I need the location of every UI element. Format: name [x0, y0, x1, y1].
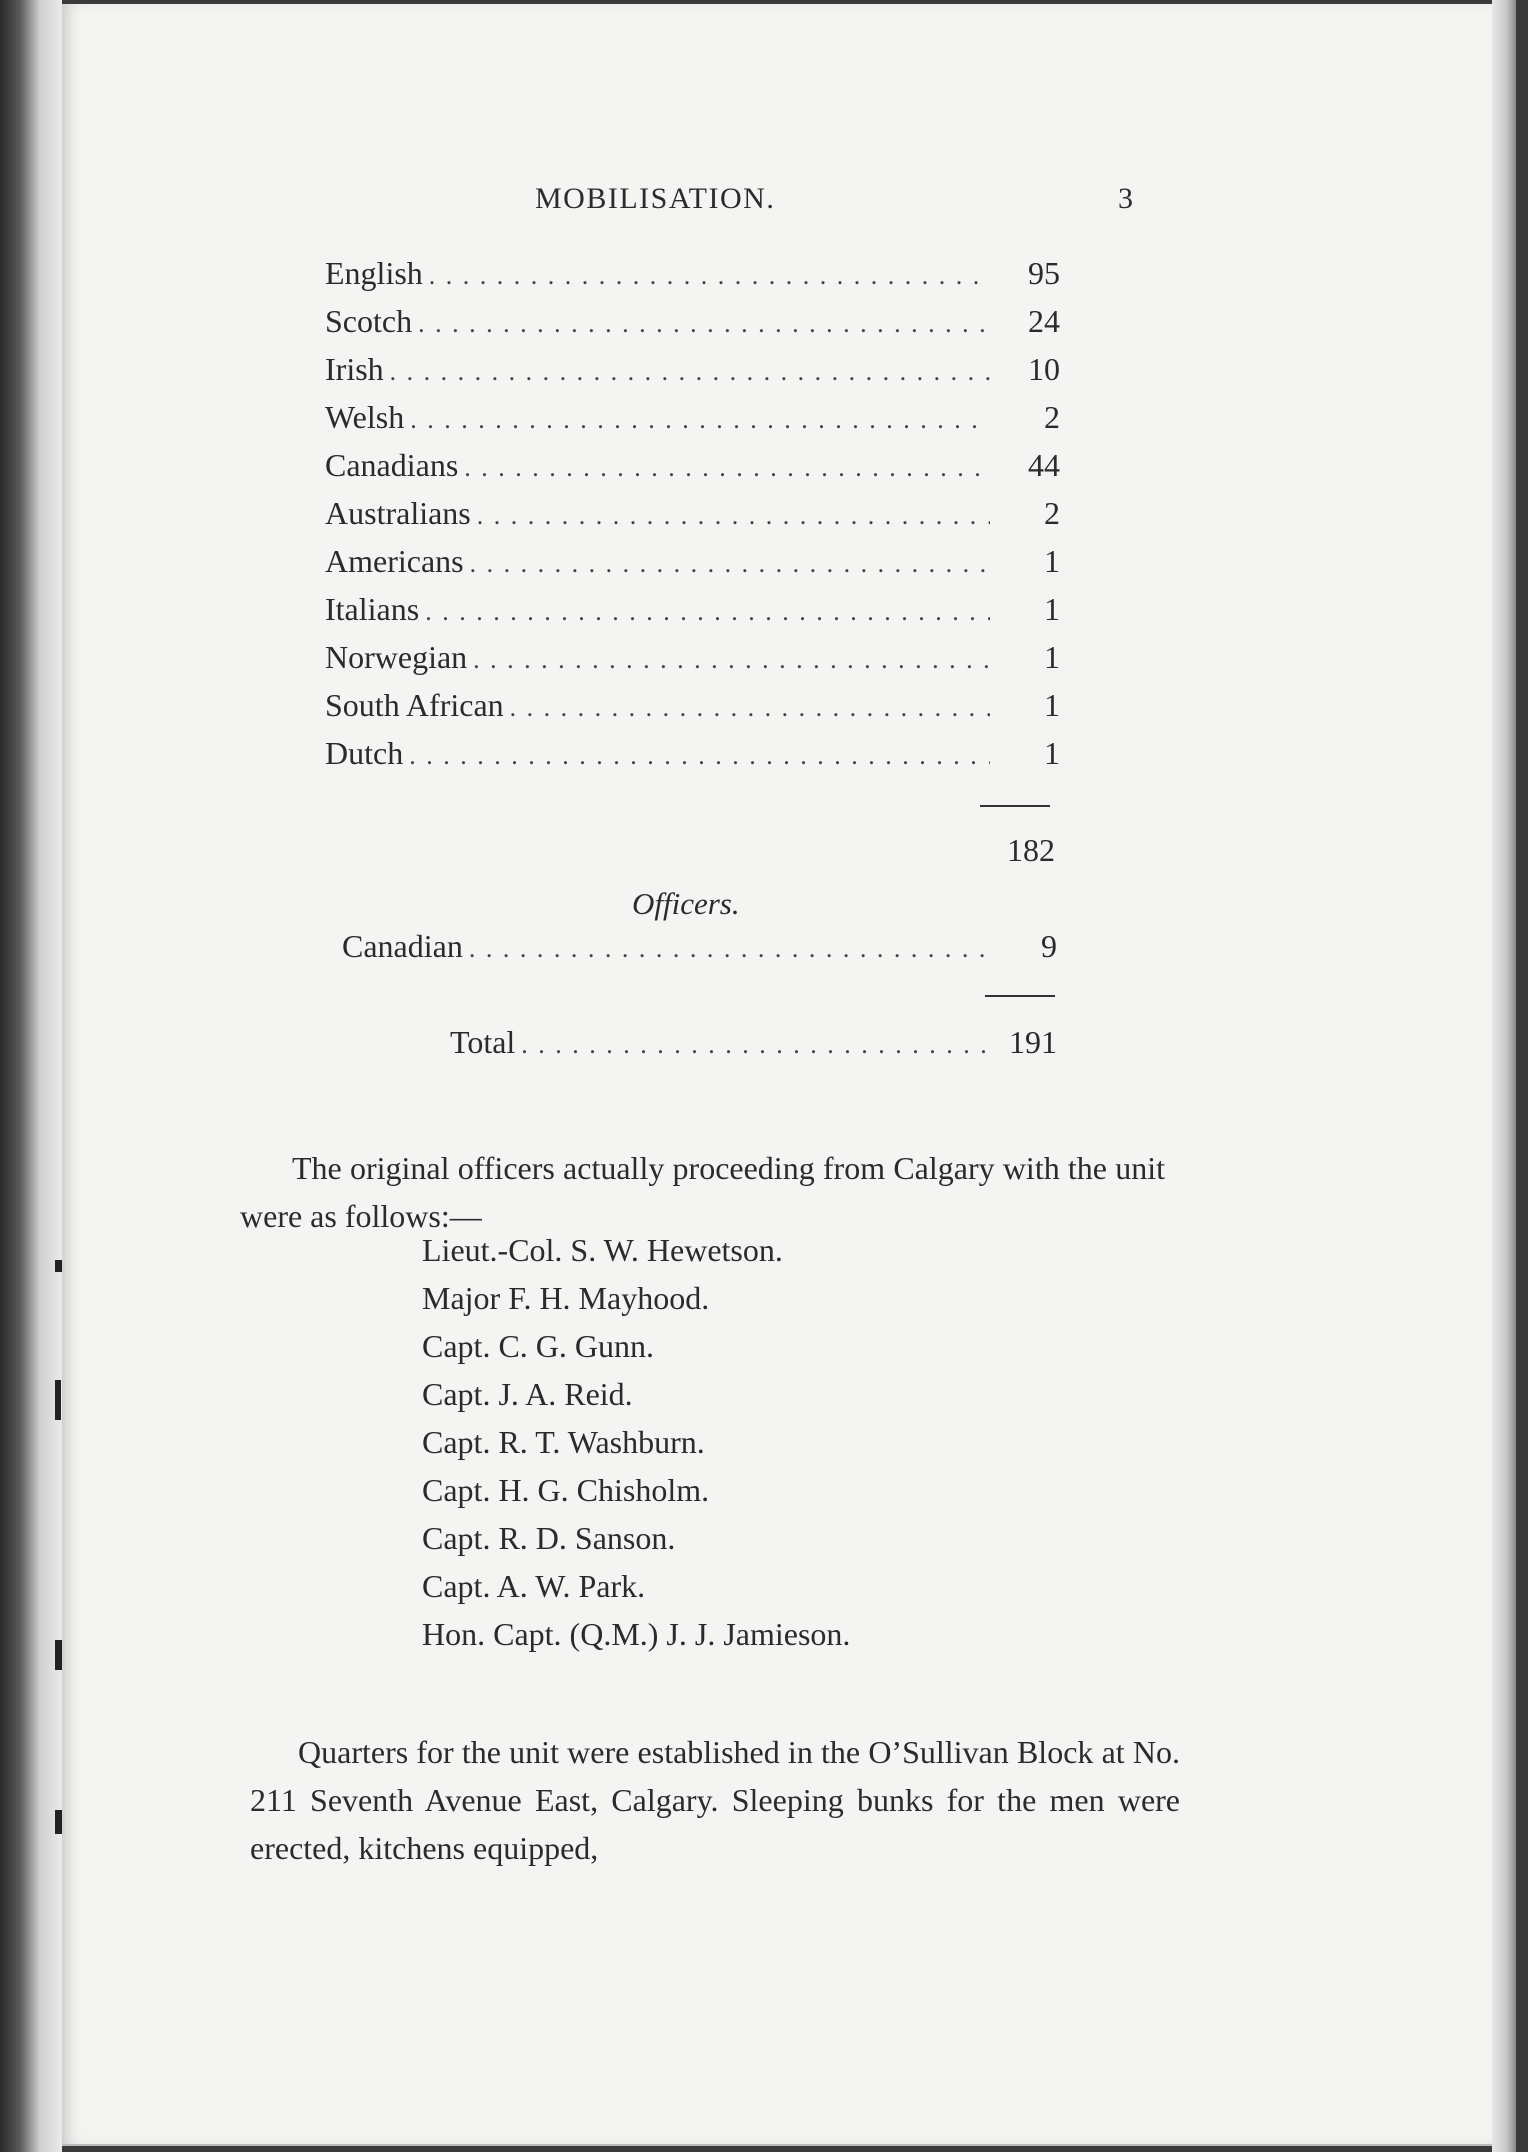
list-item: Capt. C. G. Gunn. — [422, 1328, 654, 1364]
row-value: 2 — [1044, 399, 1060, 435]
table-row — [325, 591, 1060, 639]
table-row — [325, 399, 1060, 447]
table-row — [325, 687, 1060, 735]
leader-dots — [464, 453, 990, 483]
row-label: Australians — [325, 495, 471, 531]
row-label: Canadians — [325, 447, 459, 483]
table-row — [325, 495, 1060, 543]
binding-mark — [55, 1810, 62, 1834]
row-label: Canadian — [342, 928, 463, 964]
list-item: Capt. J. A. Reid. — [422, 1376, 633, 1412]
table-row — [325, 351, 1060, 399]
table-row — [325, 303, 1060, 351]
total-row — [450, 1024, 1057, 1072]
table-row — [325, 639, 1060, 687]
book-binding-shadow — [0, 0, 62, 2152]
row-value: 2 — [1044, 495, 1060, 531]
table-row — [325, 447, 1060, 495]
list-item: Capt. H. G. Chisholm. — [422, 1472, 710, 1508]
leader-dots — [429, 261, 990, 291]
leader-dots — [409, 741, 990, 771]
list-item: Capt. R. T. Washburn. — [422, 1424, 705, 1460]
list-item: Capt. A. W. Park. — [422, 1568, 646, 1604]
list-item: Major F. H. Mayhood. — [422, 1280, 710, 1316]
leader-dots — [477, 501, 990, 531]
row-label: Welsh — [325, 399, 405, 435]
leader-dots — [510, 693, 990, 723]
row-value: 1 — [1044, 591, 1060, 627]
officers-row — [342, 928, 1057, 976]
row-label: Italians — [325, 591, 420, 627]
table-row — [325, 255, 1060, 303]
table-row — [325, 735, 1060, 783]
leader-dots — [469, 934, 987, 964]
subtotal-value: 182 — [1007, 832, 1055, 868]
leader-dots — [470, 549, 990, 579]
list-item: Lieut.-Col. S. W. Hewetson. — [422, 1232, 783, 1268]
row-label: Total — [450, 1024, 516, 1060]
officers-list — [422, 1226, 850, 1658]
row-value: 10 — [1028, 351, 1060, 387]
row-label: Scotch — [325, 303, 413, 339]
row-value: 1 — [1044, 543, 1060, 579]
leader-dots — [390, 357, 990, 387]
leader-dots — [425, 597, 990, 627]
running-title: MOBILISATION. — [535, 182, 776, 215]
binding-mark — [55, 1640, 62, 1670]
row-label: Americans — [325, 543, 464, 579]
row-value: 191 — [1009, 1024, 1057, 1060]
row-value: 44 — [1028, 447, 1060, 483]
officers-heading: Officers. — [632, 886, 740, 921]
row-label: South African — [325, 687, 504, 723]
paragraph-quarters: Quarters for the unit were established in the O’Sullivan Block at No. 211 Seventh Avenue East, Calgary. Sleeping bunks for the men were erected, kitchens equipped, — [250, 1734, 1180, 1866]
row-label: Dutch — [325, 735, 404, 771]
binding-mark — [55, 1380, 61, 1420]
nationality-table — [325, 255, 1060, 783]
page-header — [0, 182, 1528, 232]
row-label: English — [325, 255, 423, 291]
leader-dots — [418, 309, 990, 339]
row-label: Norwegian — [325, 639, 468, 675]
row-label: Irish — [325, 351, 384, 387]
paragraph-officers-intro: The original officers actually proceeding from Calgary with the unit were as follows:— — [240, 1150, 1165, 1234]
page-edge — [1492, 0, 1516, 2152]
subtotal-rule — [980, 805, 1050, 807]
row-value: 95 — [1028, 255, 1060, 291]
row-value: 1 — [1044, 639, 1060, 675]
page-number: 3 — [1118, 182, 1133, 215]
row-value: 9 — [1041, 928, 1057, 964]
row-value: 1 — [1044, 687, 1060, 723]
binding-mark — [55, 1260, 62, 1272]
row-value: 24 — [1028, 303, 1060, 339]
row-value: 1 — [1044, 735, 1060, 771]
total-rule — [985, 995, 1055, 997]
list-item: Capt. R. D. Sanson. — [422, 1520, 676, 1556]
leader-dots — [521, 1030, 987, 1060]
leader-dots — [410, 405, 990, 435]
leader-dots — [473, 645, 990, 675]
list-item: Hon. Capt. (Q.M.) J. J. Jamieson. — [422, 1616, 851, 1652]
table-row — [325, 543, 1060, 591]
